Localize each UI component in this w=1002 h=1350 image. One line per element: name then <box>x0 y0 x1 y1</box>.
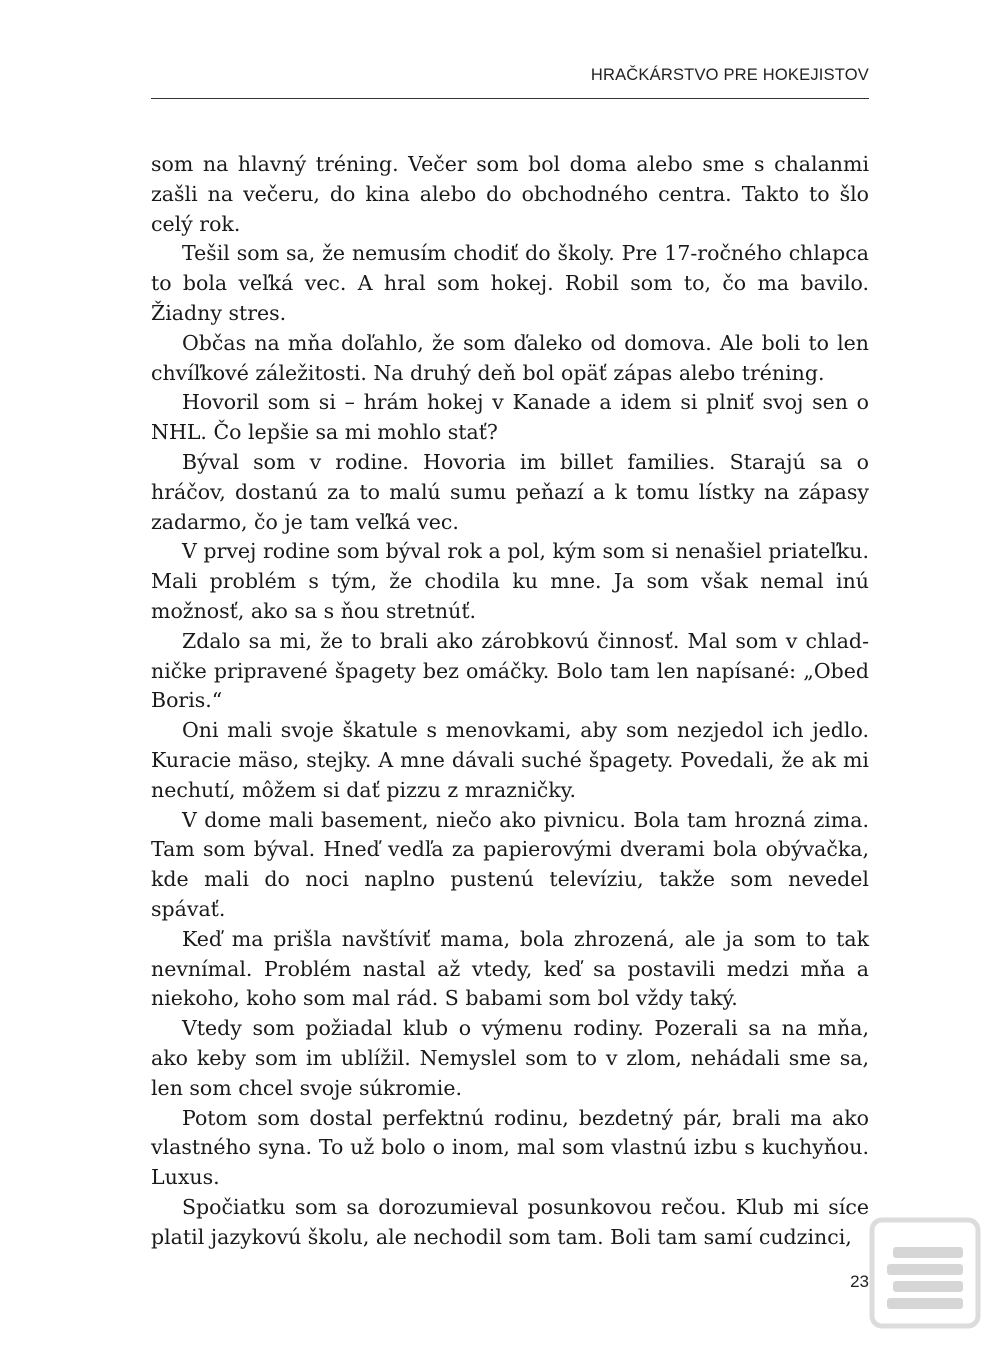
paragraph: Potom som dostal perfektnú rodinu, bezdetný pár, brali ma ako vlastného syna. To už bolo o inom, mal som vlastnú izbu s kuchyňou. Luxus. <box>151 1105 869 1190</box>
paragraph: Keď ma prišla navštíviť mama, bola zhrozená, ale ja som to tak nevnímal. Problém nastal až vtedy, keď sa postavili medzi mňa a niekoho, koho som mal rád. S babami som bol vždy taký. <box>151 926 869 1011</box>
book-stack-icon <box>869 1217 981 1329</box>
paragraph: Oni mali svoje škatule s menovkami, aby som nezjedol ich jedlo. Kuracie mäso, stejky. A mne dávali suché špagety. Povedali, že ak mi nechutí, môžem si dať pizzu z mrazničky. <box>151 718 869 802</box>
paragraph: Občas na mňa doľahlo, že som ďaleko od domova. Ale boli to len chvíľkové záležitosti. Na druhý deň bol opäť zápas alebo tréning. <box>151 330 869 385</box>
paragraph: V dome mali basement, niečo ako pivnicu. Bola tam hrozná zima. Tam som býval. Hneď vedľa za papierovými dverami bola obývačka, kde mali do noci naplno pustenú televíziu, takže som nevedel spávať. <box>151 807 869 921</box>
paragraph: Hovoril som si – hrám hokej v Kanade a idem si plniť svoj sen o NHL. Čo lepšie sa mi mohlo stať? <box>151 390 869 445</box>
paragraph: V prvej rodine som býval rok a pol, kým som si nenašiel priateľku. Mali problém s tým, že chodila ku mne. Ja som však nemal inú možnosť, ako sa s ňou stretnúť. <box>151 539 869 623</box>
page-body <box>151 150 869 1252</box>
paragraph: Vtedy som požiadal klub o výmenu rodiny. Pozerali sa na mňa, ako keby som im ublížil. Nemyslel som to v zlom, nehádali sme sa, len som chcel svoje súkromie. <box>151 1016 869 1100</box>
header-rule <box>151 98 869 99</box>
paragraph: Býval som v rodine. Hovoria im billet families. Starajú sa o hráčov, dostanú za to malú sumu peňazí a k tomu lístky na zápasy zadarmo, čo je tam veľká vec. <box>151 449 869 534</box>
paragraph: Spočiatku som sa dorozumieval posunkovou rečou. Klub mi síce platil jazykovú školu, ale nechodil som tam. Boli tam samí cudzinci, <box>151 1194 869 1249</box>
paragraph: Zdalo sa mi, že to brali ako zárobkovú činnosť. Mal som v chladničke pripravené špagety bez omáčky. Bolo tam len napísané: „Obed Boris.“ <box>151 628 869 713</box>
paragraph: Tešil som sa, že nemusím chodiť do školy. Pre 17-ročného chlapca to bola veľká vec. A hral som hokej. Robil som to, čo ma bavilo. Žiadny stres. <box>151 241 869 325</box>
paragraph: som na hlavný tréning. Večer som bol doma alebo sme s chalanmi zašli na večeru, do kina alebo do obchodného centra. Takto to šlo celý rok. <box>151 152 869 236</box>
running-title: HRAČKÁRSTVO PRE HOKEJISTOV <box>590 66 869 84</box>
page-number: 23 <box>850 1272 869 1291</box>
